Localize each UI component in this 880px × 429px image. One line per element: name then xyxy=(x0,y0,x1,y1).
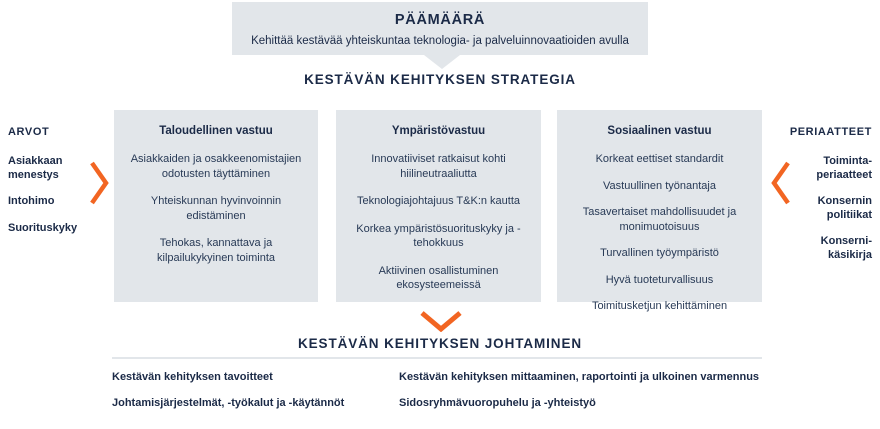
goal-down-arrow-icon xyxy=(424,55,460,69)
principles-column xyxy=(780,125,872,275)
management-cell: Johtamisjärjestelmät, -työkalut ja -käytännöt xyxy=(112,397,345,409)
values-column xyxy=(8,125,100,248)
pillar-item: Teknologiajohtajuus T&K:n kautta xyxy=(356,195,521,207)
principles-item: Toiminta-periaatteet xyxy=(816,155,872,181)
management-row xyxy=(112,396,772,411)
section-divider xyxy=(112,357,762,359)
pillar-item: Tehokas, kannattava ja kilpailukykyinen toiminta xyxy=(157,237,275,264)
management-grid xyxy=(112,370,772,422)
principles-heading: PERIAATTEET xyxy=(789,126,872,138)
values-chevron-right-icon xyxy=(88,160,110,206)
pillar-title: Taloudellinen vastuu xyxy=(159,125,273,137)
management-row xyxy=(112,370,772,385)
pillar-item: Korkea ympäristösuorituskyky ja -tehokkuus xyxy=(356,222,521,249)
principles-item: Konsernin politiikat xyxy=(817,195,872,221)
pillar-card-economic xyxy=(114,110,318,302)
pillar-item: Tasavertaiset mahdollisuudet ja monimuotoisuus xyxy=(582,206,737,233)
pillar-item: Toimitusketjun kehittäminen xyxy=(591,300,728,312)
management-cell: Sidosryhmävuoropuhelu ja -yhteistyö xyxy=(399,397,596,409)
principles-chevron-left-icon xyxy=(770,160,792,206)
goal-title: PÄÄMÄÄRÄ xyxy=(394,12,486,28)
management-chevron-down-icon xyxy=(419,310,463,332)
pillar-title: Ympäristövastuu xyxy=(391,125,486,137)
pillar-title: Sosiaalinen vastuu xyxy=(607,125,712,137)
pillar-item: Aktiivinen osallistuminen ekosysteemeissä xyxy=(378,264,499,291)
pillar-item: Turvallinen työympäristö xyxy=(600,247,719,259)
goal-subtitle: Kehittää kestävää yhteiskuntaa teknologia- ja palveluinnovaatioiden avulla xyxy=(251,35,629,47)
pillar-item: Innovatiiviset ratkaisut kohti hiilineutraaliutta xyxy=(371,153,506,180)
management-cell: Kestävän kehityksen mittaaminen, raportointi ja ulkoinen varmennus xyxy=(399,371,760,383)
principles-item: Konserni-käsikirja xyxy=(820,235,872,261)
pillar-card-environmental xyxy=(336,110,541,302)
values-item: Suorituskyky xyxy=(8,221,78,234)
pillar-item: Hyvä tuoteturvallisuus xyxy=(605,273,714,286)
pillar-item: Korkeat eettiset standardit xyxy=(595,153,724,165)
strategy-heading: KESTÄVÄN KEHITYKSEN STRATEGIA xyxy=(304,72,576,87)
goal-banner xyxy=(232,2,648,55)
pillar-item: Vastuullinen työnantaja xyxy=(603,179,716,192)
pillar-item: Asiakkaiden ja osakkeenomistajien odotusten täyttäminen xyxy=(130,153,302,180)
pillar-item: Yhteiskunnan hyvinvoinnin edistäminen xyxy=(150,195,282,222)
management-heading: KESTÄVÄN KEHITYKSEN JOHTAMINEN xyxy=(297,336,583,351)
values-item: Intohimo xyxy=(8,195,55,207)
values-item: Asiakkaan menestys xyxy=(8,155,63,181)
management-cell: Kestävän kehityksen tavoitteet xyxy=(112,371,273,383)
pillar-card-social xyxy=(557,110,762,312)
values-heading: ARVOT xyxy=(8,126,50,138)
